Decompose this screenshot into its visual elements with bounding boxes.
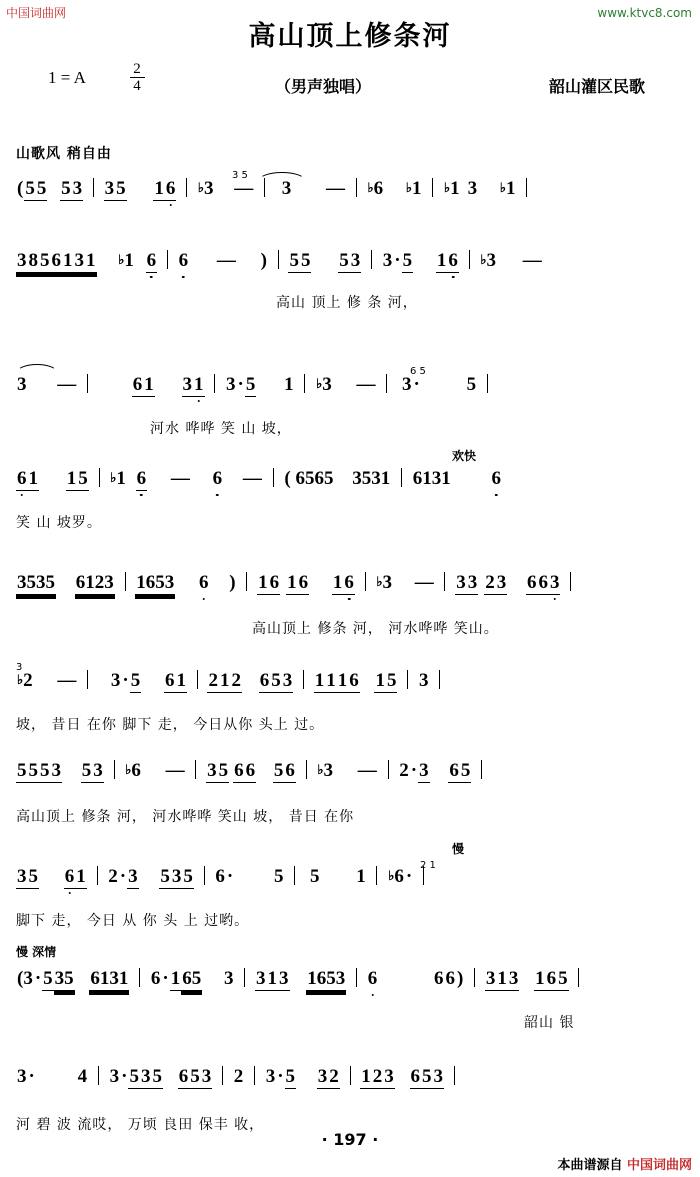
key-signature: 1 = A xyxy=(48,68,86,87)
system-3-notes: 3 — 6 1 3 1 3 · 5 1 ♭3 — 3 · 5 xyxy=(16,374,493,397)
system-2-notes: 3 8 5 6 1 3 1 ♭1 6 6 — ) 5 5 5 3 3 · 5 1 6 ♭3 — xyxy=(17,250,542,271)
slur-mark xyxy=(16,364,58,373)
system-5-notes: 3535 6123 1653 6 ) 1 6 1 6 1 6 ♭3 — 3 3 2 3 6 6 3 xyxy=(16,572,576,595)
system-4-notes: 6 1 1 5 ♭1 6 — 6 — ( 6565 3531 6131 6 xyxy=(17,468,501,489)
system-6-lyrics: 坡， 昔日 在你 脚下 走， 今日从你 头上 过。 xyxy=(16,717,325,733)
system-9-notes: (3 · 5 35 6131 6 · 1 65 3 3 1 3 1653 6 6 6 ) 3 1 3 1 6 5 xyxy=(16,968,584,991)
ornament-number: 3 5 xyxy=(232,170,248,181)
slur-mark xyxy=(258,172,306,181)
system-7-lyrics: 高山顶上 修条 河， 河水哗哗 笑山 坡， 昔日 在你 xyxy=(16,809,355,825)
footer-source-prefix: 本曲谱源自 xyxy=(557,1158,623,1173)
system-8-lyrics: 脚下 走， 今日 从 你 头 上 过哟。 xyxy=(16,913,250,929)
footer-source-site: 中国词曲网 xyxy=(626,1158,692,1173)
system-2-lyrics: 高山 顶上 修 条 河， xyxy=(276,295,418,311)
system-6-notes: ♭2 — 3 · 5 6 1 2 1 2 6 5 3 1 1 1 6 1 5 3 xyxy=(16,670,445,693)
system-5-lyrics: 高山顶上 修条 河， 河水哗哗 笑山。 xyxy=(252,621,499,637)
expression-mark-man: 慢 xyxy=(452,842,465,856)
performance-subtitle: （男声独唱） xyxy=(275,77,372,96)
site-watermark-right: www.ktvc8.com xyxy=(597,6,692,20)
system-9-lyrics: 韶山 银 xyxy=(524,1015,575,1031)
triplet-number: 3 xyxy=(16,662,23,673)
time-signature xyxy=(126,62,148,93)
time-signature-numerator: 2 xyxy=(133,61,141,77)
system-1-notes: ( 5 5 5 3 3 5 1 6 ♭3 — 3 — ♭6 ♭1 ♭1 3 ♭1 xyxy=(16,178,532,201)
system-10-notes: 3 · 4 3 · 5 3 5 6 5 3 2 3 · 5 3 2 1 2 3 6 5 3 xyxy=(16,1066,460,1089)
system-4-lyrics: 笑 山 坡罗。 xyxy=(16,515,102,531)
system-7-notes: 5 5 5 3 5 3 ♭6 — 3 5 6 6 5 6 ♭3 — 2 · 3 6 5 xyxy=(16,760,487,783)
expression-mark-huankuai: 欢快 xyxy=(452,449,477,463)
footer-source xyxy=(557,1154,692,1173)
composer-credit: 韶山灌区民歌 xyxy=(548,77,645,96)
tempo-marking: 山歌风 稍自由 xyxy=(16,146,112,162)
system-10-lyrics: 河 碧 波 流哎， 万顷 良田 保丰 收， xyxy=(16,1117,265,1133)
system-8-notes: 3 5 6 1 2 · 3 5 3 5 6 · 5 5 1 ♭6 · xyxy=(16,866,429,889)
page-number: · 197 · xyxy=(321,1130,379,1149)
page-title: 高山顶上修条河 xyxy=(248,21,452,52)
ornament-number: 6 5 xyxy=(410,366,426,377)
expression-mark-man-shenqing: 慢 深情 xyxy=(16,945,57,959)
site-watermark-left: 中国词曲网 xyxy=(6,6,67,20)
time-signature-denominator: 4 xyxy=(133,78,141,94)
system-3-lyrics: 河水 哗哗 笑 山 坡， xyxy=(150,421,292,437)
ornament-number: 2 1 xyxy=(420,860,436,871)
